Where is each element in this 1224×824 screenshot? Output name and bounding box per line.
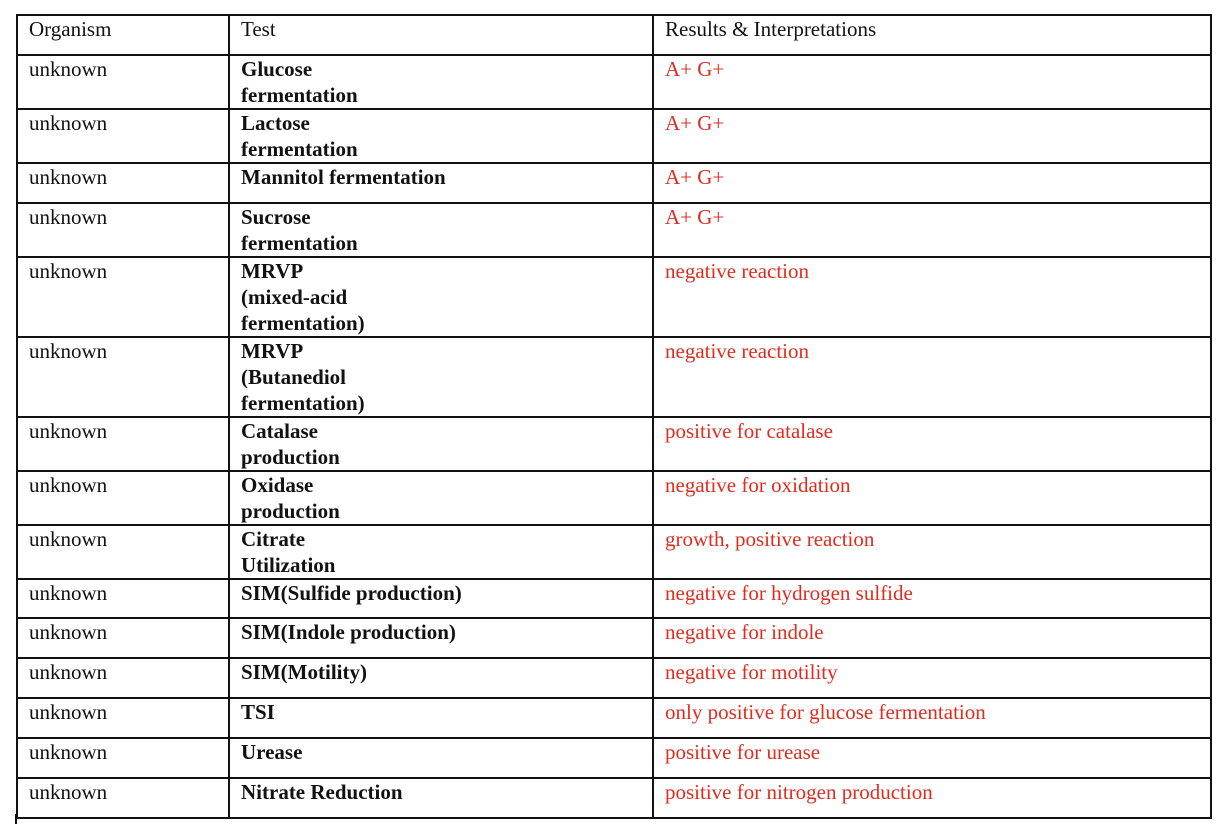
organism-cell: unknown — [17, 738, 229, 778]
result-cell: negative for hydrogen sulfide — [653, 579, 1211, 618]
organism-cell: unknown — [17, 778, 229, 818]
table-row — [17, 109, 1211, 163]
test-cell: Urease — [229, 738, 653, 778]
table-row — [17, 337, 1211, 417]
test-cell: Nitrate Reduction — [229, 778, 653, 818]
table-row — [17, 163, 1211, 203]
test-cell: Mannitol fermentation — [229, 163, 653, 203]
organism-cell: unknown — [17, 55, 229, 109]
organism-cell: unknown — [17, 337, 229, 417]
organism-cell: unknown — [17, 579, 229, 618]
test-cell: MRVP (Butanediol fermentation) — [229, 337, 653, 417]
table-row — [17, 257, 1211, 337]
result-cell: A+ G+ — [653, 163, 1211, 203]
result-cell: only positive for glucose fermentation — [653, 698, 1211, 738]
test-cell: SIM(Indole production) — [229, 618, 653, 658]
organism-cell: unknown — [17, 525, 229, 579]
result-cell: A+ G+ — [653, 109, 1211, 163]
result-cell: A+ G+ — [653, 203, 1211, 257]
organism-cell: unknown — [17, 203, 229, 257]
organism-cell: unknown — [17, 471, 229, 525]
table-row — [17, 738, 1211, 778]
result-cell: positive for nitrogen production — [653, 778, 1211, 818]
table-row — [17, 203, 1211, 257]
result-cell: negative reaction — [653, 257, 1211, 337]
organism-cell: unknown — [17, 698, 229, 738]
test-cell: TSI — [229, 698, 653, 738]
table-row — [17, 525, 1211, 579]
table-row — [17, 698, 1211, 738]
organism-cell: unknown — [17, 109, 229, 163]
test-cell: SIM(Sulfide production) — [229, 579, 653, 618]
text-cursor — [15, 814, 17, 824]
table-row — [17, 778, 1211, 818]
result-cell: negative for indole — [653, 618, 1211, 658]
organism-cell: unknown — [17, 257, 229, 337]
table-row — [17, 471, 1211, 525]
header-test: Test — [229, 15, 653, 55]
organism-cell: unknown — [17, 618, 229, 658]
result-cell: positive for urease — [653, 738, 1211, 778]
test-cell: Citrate Utilization — [229, 525, 653, 579]
test-cell: Sucrose fermentation — [229, 203, 653, 257]
test-cell: Oxidase production — [229, 471, 653, 525]
test-cell: SIM(Motility) — [229, 658, 653, 698]
result-cell: positive for catalase — [653, 417, 1211, 471]
result-cell: negative for motility — [653, 658, 1211, 698]
results-table — [16, 14, 1212, 819]
result-cell: negative for oxidation — [653, 471, 1211, 525]
result-cell: A+ G+ — [653, 55, 1211, 109]
organism-cell: unknown — [17, 163, 229, 203]
table-row — [17, 658, 1211, 698]
organism-cell: unknown — [17, 417, 229, 471]
table-row — [17, 55, 1211, 109]
result-cell: growth, positive reaction — [653, 525, 1211, 579]
result-cell: negative reaction — [653, 337, 1211, 417]
table-row — [17, 417, 1211, 471]
organism-cell: unknown — [17, 658, 229, 698]
test-cell: Glucose fermentation — [229, 55, 653, 109]
test-cell: Lactose fermentation — [229, 109, 653, 163]
test-cell: MRVP (mixed-acid fermentation) — [229, 257, 653, 337]
test-cell: Catalase production — [229, 417, 653, 471]
table-header-row — [17, 15, 1211, 55]
header-results: Results & Interpretations — [653, 15, 1211, 55]
header-organism: Organism — [17, 15, 229, 55]
table-row — [17, 618, 1211, 658]
table-row — [17, 579, 1211, 618]
